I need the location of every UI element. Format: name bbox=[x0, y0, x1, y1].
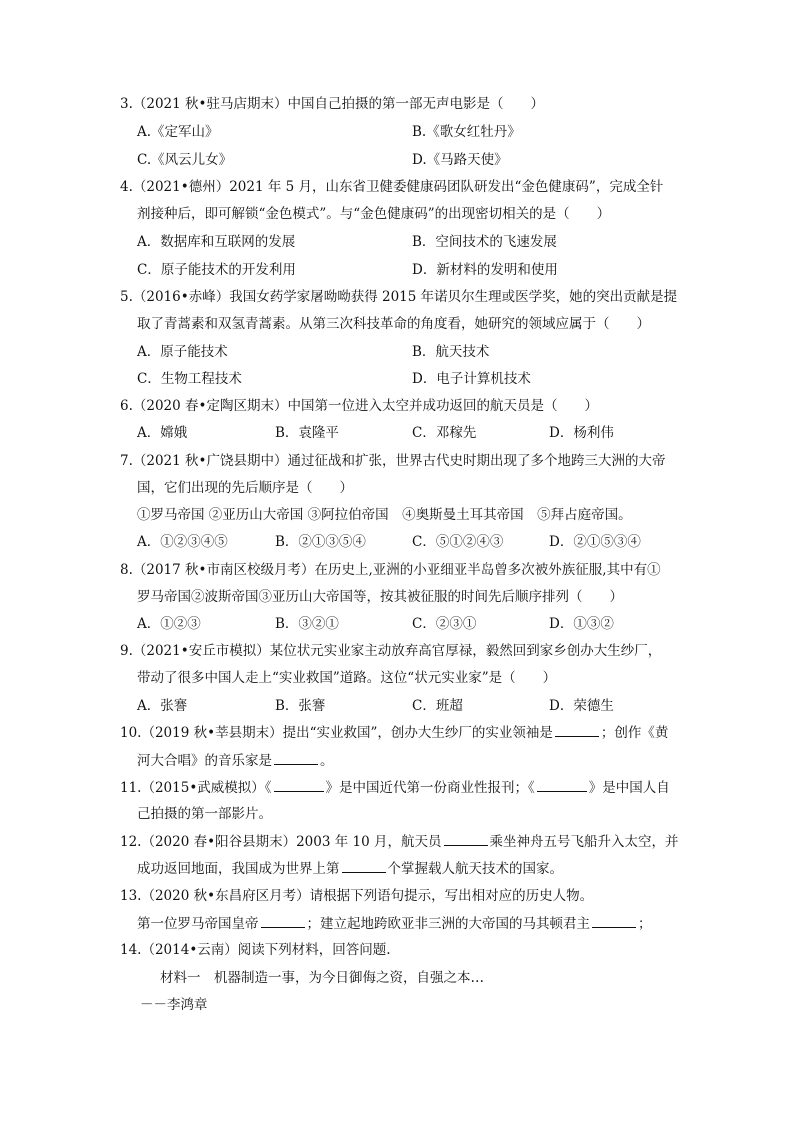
q11-text-a: 11.（2015•武威模拟）《 bbox=[120, 780, 272, 796]
question-14-stem: 14.（2014•云南）阅读下列材料，回答问题. bbox=[120, 942, 391, 958]
question-11-line1 bbox=[120, 778, 670, 797]
question-7-stem-line1: 7.（2021 秋•广饶县期中）通过征战和扩张，世界古代史时期出现了多个地跨三大洲的大帝 bbox=[120, 453, 666, 469]
q13-blank-2 bbox=[592, 914, 636, 928]
q11-text-b: 》是中国近代第一份商业性报刊；《 bbox=[325, 780, 535, 796]
question-8-stem-line1: 8.（2017 秋•市南区校级月考）在历史上,亚洲的小亚细亚半岛曾多次被外族征服,其中有① bbox=[120, 562, 661, 578]
q5-option-b: B．航天技术 bbox=[412, 344, 490, 360]
q5-option-a: A．原子能技术 bbox=[137, 344, 228, 360]
q10-text-c: 河大合唱》的音乐家是 bbox=[137, 753, 272, 769]
q9-option-a: A．张謇 bbox=[137, 698, 188, 714]
q12-blank-1 bbox=[444, 832, 488, 846]
q13-blank-1 bbox=[261, 914, 305, 928]
q13-text-d: ； bbox=[638, 916, 652, 932]
q7-option-d: D．②①⑤③④ bbox=[549, 534, 641, 550]
question-12-line2 bbox=[137, 859, 563, 878]
q4-option-d: D．新材料的发明和使用 bbox=[412, 262, 558, 278]
q11-blank-1 bbox=[274, 778, 324, 792]
question-13-line2 bbox=[137, 914, 652, 933]
q6-option-a: A．嫦娥 bbox=[137, 425, 188, 441]
q13-text-b: 第一位罗马帝国皇帝 bbox=[137, 916, 259, 932]
q12-text-b: 乘坐神舟五号飞船升入太空，并 bbox=[489, 834, 679, 850]
q9-option-b: B．张謇 bbox=[275, 698, 326, 714]
q10-text-d: 。 bbox=[320, 753, 334, 769]
q3-option-a: A.《定军山》 bbox=[137, 124, 219, 140]
question-8-stem-line2: 罗马帝国②波斯帝国③亚历山大帝国等，按其被征服的时间先后顺序排列（ ） bbox=[137, 589, 623, 605]
q6-option-b: B．袁隆平 bbox=[275, 425, 339, 441]
question-6-stem: 6.（2020 春•定陶区期末）中国第一位进入太空并成功返回的航天员是（ ） bbox=[120, 398, 598, 414]
question-7-stem-line2: 国，它们出现的先后顺序是（ ） bbox=[137, 480, 353, 496]
question-4-stem-line1: 4.（2021•德州）2021 年 5 月，山东省卫健委健康码团队研发出“金色健康码”，完成全针 bbox=[120, 179, 664, 195]
q8-option-a: A．①②③ bbox=[137, 616, 201, 632]
question-13-stem: 13.（2020 秋•东昌府区月考）请根据下列语句提示，写出相对应的历史人物。 bbox=[120, 888, 594, 904]
question-9-stem-line2: 带动了很多中国人走上“实业救国”道路。这位“状元实业家”是（ ） bbox=[137, 670, 557, 686]
question-7-empires: ①罗马帝国 ②亚历山大帝国 ③阿拉伯帝国 ④奥斯曼土耳其帝国 ⑤拜占庭帝国。 bbox=[137, 507, 632, 523]
q7-option-c: C．⑤①②④③ bbox=[412, 534, 504, 550]
q7-option-b: B．②①③⑤④ bbox=[275, 534, 366, 550]
question-10-line2 bbox=[137, 751, 334, 770]
q7-option-a: A．①②③④⑤ bbox=[137, 534, 228, 550]
q12-blank-2 bbox=[342, 859, 386, 873]
q8-option-c: C．②③① bbox=[412, 616, 477, 632]
q12-text-c: 成功返回地面，我国成为世界上第 bbox=[137, 861, 340, 877]
question-14-material-1: 材料一 机器制造一事，为今日御侮之资，自强之本… bbox=[160, 970, 484, 986]
q4-option-c: C．原子能技术的开发利用 bbox=[137, 262, 296, 278]
q12-text-a: 12.（2020 春•阳谷县期末）2003 年 10 月，航天员 bbox=[120, 834, 442, 850]
question-5-stem-line2: 取了青蒿素和双氢青蒿素。从第三次科技革命的角度看，她研究的领域应属于（ ） bbox=[137, 316, 650, 332]
q4-option-b: B．空间技术的飞速发展 bbox=[412, 234, 557, 250]
q6-option-c: C．邓稼先 bbox=[412, 425, 477, 441]
q10-blank-1 bbox=[555, 723, 599, 737]
q3-option-b: B.《歌女红牡丹》 bbox=[412, 124, 521, 140]
q3-option-c: C.《风云儿女》 bbox=[137, 152, 233, 168]
q3-option-d: D.《马路天使》 bbox=[412, 152, 508, 168]
q13-text-c: ；建立起地跨欧亚非三洲的大帝国的马其顿君主 bbox=[306, 916, 590, 932]
q10-blank-2 bbox=[274, 751, 318, 765]
q10-text-a: 10.（2019 秋•莘县期末）提出“实业救国”，创办大生纱厂的实业领袖是 bbox=[120, 725, 553, 741]
q9-option-c: C．班超 bbox=[412, 698, 463, 714]
q12-text-d: 个掌握载人航天技术的国家。 bbox=[387, 861, 563, 877]
question-4-stem-line2: 剂接种后，即可解锁“金色模式”。与“金色健康码”的出现密切相关的是（ ） bbox=[137, 206, 611, 222]
question-5-stem-line1: 5.（2016•赤峰）我国女药学家屠呦呦获得 2015 年诺贝尔生理或医学奖，她的突出贡献是提 bbox=[120, 289, 678, 305]
question-3-stem: 3.（2021 秋•驻马店期末）中国自己拍摄的第一部无声电影是（ ） bbox=[120, 96, 544, 112]
q11-text-c: 》是中国人自 bbox=[588, 780, 670, 796]
q6-option-d: D．杨利伟 bbox=[549, 425, 614, 441]
q5-option-c: C．生物工程技术 bbox=[137, 371, 242, 387]
q10-text-b: ；创作《黄 bbox=[600, 725, 669, 741]
q8-option-b: B．③②① bbox=[275, 616, 339, 632]
question-12-line1 bbox=[120, 832, 679, 851]
question-10-line1 bbox=[120, 723, 668, 742]
q8-option-d: D．①③② bbox=[549, 616, 614, 632]
q5-option-d: D．电子计算机技术 bbox=[412, 371, 531, 387]
question-9-stem-line1: 9.（2021•安丘市模拟）某位状元实业家主动放弃高官厚禄，毅然回到家乡创办大生纱厂， bbox=[120, 643, 662, 659]
q11-blank-2 bbox=[537, 778, 587, 792]
question-14-attribution: －－李鸿章 bbox=[140, 997, 208, 1013]
q4-option-a: A．数据库和互联网的发展 bbox=[137, 234, 296, 250]
question-11-line2: 己拍摄的第一部影片。 bbox=[137, 806, 272, 822]
q9-option-d: D．荣德生 bbox=[549, 698, 614, 714]
